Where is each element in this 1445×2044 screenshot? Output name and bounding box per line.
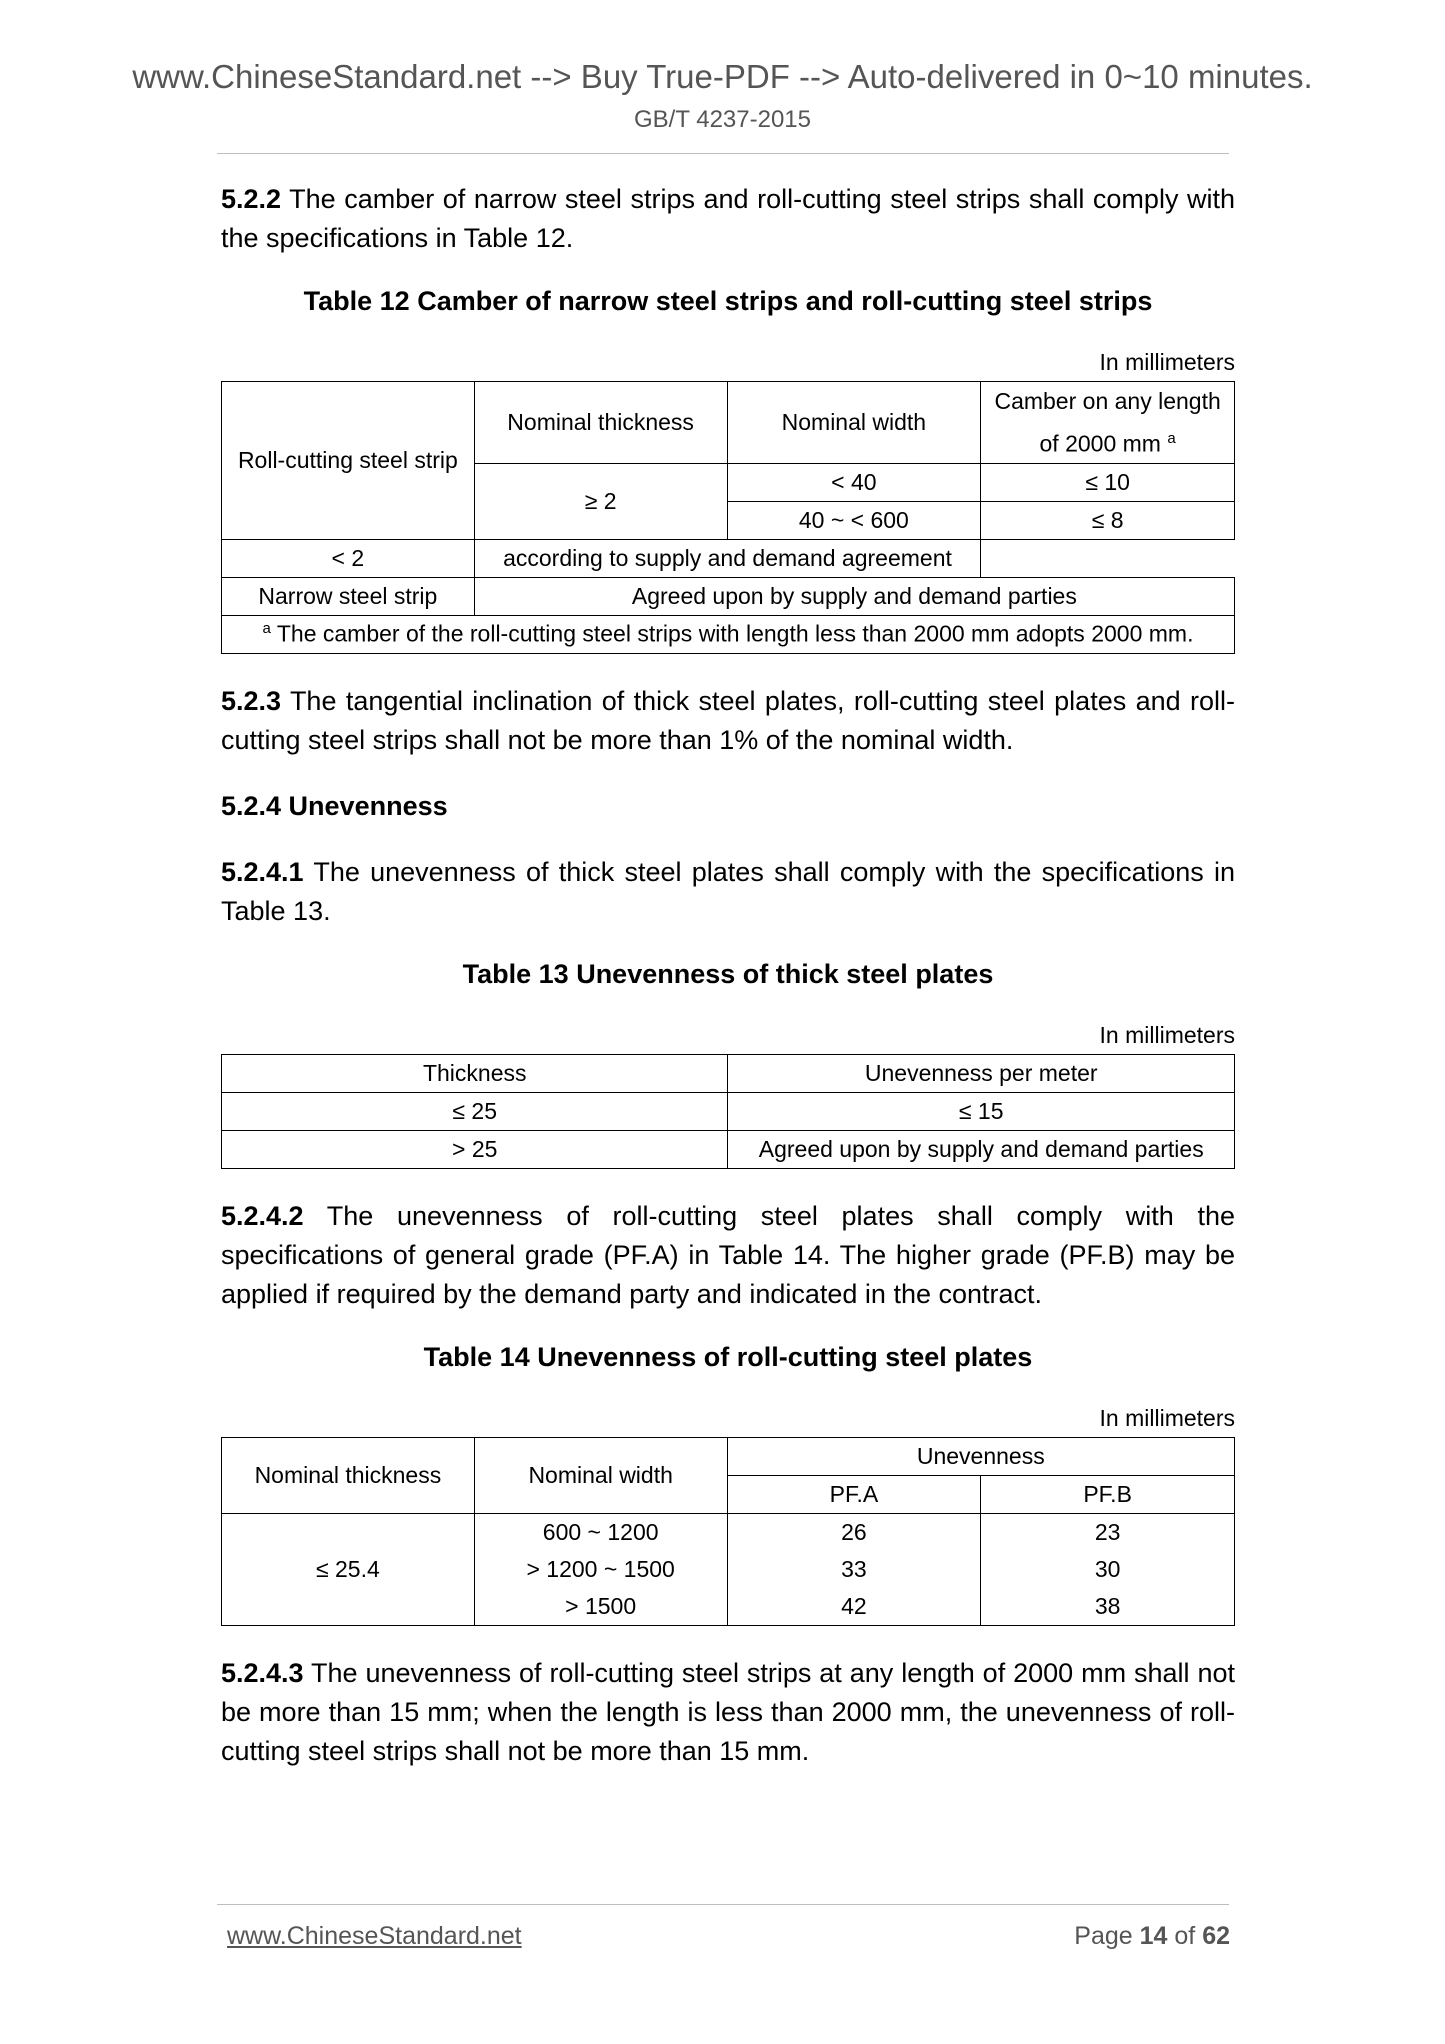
page-prefix: Page <box>1074 1922 1140 1950</box>
header-banner: www.ChineseStandard.net --> Buy True-PDF --> Auto-delivered in 0~10 minutes. <box>132 58 1313 95</box>
table-header: Nominal width <box>474 1437 727 1513</box>
camber-header-text: Camber on any length of 2000 mm <box>994 388 1221 457</box>
table-cell: > 1200 ~ 1500 <box>474 1551 727 1588</box>
table-cell: < 40 <box>727 463 981 501</box>
table-row <box>222 577 1235 615</box>
table-cell: > 1500 <box>474 1588 727 1626</box>
footnote-marker: a <box>1167 430 1176 447</box>
page-indicator <box>1074 1922 1230 1951</box>
table-row <box>222 539 1235 577</box>
table-cell: ≥ 2 <box>474 463 727 539</box>
table-header: Nominal width <box>727 382 981 464</box>
footer-site-link[interactable]: www.ChineseStandard.net <box>227 1922 522 1950</box>
table-cell: ≤ 25 <box>222 1092 728 1130</box>
table-cell: Roll-cutting steel strip <box>222 382 475 540</box>
table-cell: 600 ~ 1200 <box>474 1513 727 1551</box>
footnote-text: The camber of the roll-cutting steel strips with length less than 2000 mm adopts 2000 mm. <box>270 620 1194 647</box>
clause-number: 5.2.3 <box>221 685 282 716</box>
table-header: Thickness <box>222 1054 728 1092</box>
table-cell: 23 <box>981 1513 1235 1551</box>
clause-5-2-3 <box>221 682 1235 760</box>
table-cell: ≤ 10 <box>981 463 1235 501</box>
table-cell: Agreed upon by supply and demand parties <box>728 1130 1235 1168</box>
table-14 <box>221 1437 1235 1626</box>
table-cell: > 25 <box>222 1130 728 1168</box>
table-cell: 40 ~ < 600 <box>727 501 981 539</box>
clause-text: The unevenness of thick steel plates shall comply with the specifications in Table 13. <box>221 856 1235 926</box>
table-row <box>222 1130 1235 1168</box>
clause-text: The camber of narrow steel strips and roll-cutting steel strips shall comply with the specifications in Table 12. <box>221 184 1235 253</box>
table-cell: 26 <box>727 1513 981 1551</box>
table-cell: 30 <box>981 1551 1235 1588</box>
table-header: PF.B <box>981 1475 1235 1513</box>
clause-text: The unevenness of roll-cutting steel plates shall comply with the specifications of general grade (PF.A) in Table 14. The higher grade (PF.B) may be applied if required by the demand party and indicated in the contract. <box>221 1200 1235 1309</box>
table-12 <box>221 381 1235 654</box>
table-header: PF.A <box>727 1475 981 1513</box>
clause-number: 5.2.4.3 <box>221 1657 304 1688</box>
clause-number: 5.2.4.1 <box>221 856 304 887</box>
footnote-marker: a <box>262 620 271 638</box>
page-total: 62 <box>1202 1922 1230 1950</box>
clause-heading: 5.2.4 Unevenness <box>221 790 448 821</box>
table-cell: ≤ 15 <box>728 1092 1235 1130</box>
table-cell: 33 <box>727 1551 981 1588</box>
table-header: Unevenness per meter <box>728 1054 1235 1092</box>
clause-5-2-4-2 <box>221 1197 1235 1314</box>
table-13-unit: In millimeters <box>1099 1021 1235 1048</box>
table-cell: according to supply and demand agreement <box>474 539 981 577</box>
table-12-caption: Table 12 Camber of narrow steel strips and roll-cutting steel strips <box>303 286 1153 316</box>
clause-number: 5.2.4.2 <box>221 1200 304 1231</box>
table-13 <box>221 1054 1235 1169</box>
clause-5-2-4-1 <box>221 853 1235 931</box>
footer-divider <box>217 1904 1229 1905</box>
table-cell: 38 <box>981 1588 1235 1626</box>
table-13-caption: Table 13 Unevenness of thick steel plates <box>462 958 994 989</box>
table-row <box>222 1092 1235 1130</box>
table-cell: ≤ 25.4 <box>222 1513 475 1625</box>
clause-5-2-4-heading <box>221 787 1235 826</box>
table-14-caption: Table 14 Unevenness of roll-cutting steel plates <box>423 1341 1033 1372</box>
table-cell: < 2 <box>222 539 475 577</box>
page-content <box>221 180 1235 1771</box>
table-header: Nominal thickness <box>222 1437 475 1513</box>
standard-number: GB/T 4237-2015 <box>633 106 811 133</box>
clause-text: The tangential inclination of thick steel plates, roll-cutting steel plates and roll-cutting steel strips shall not be more than 1% of the nominal width. <box>221 685 1235 755</box>
table-row <box>222 1513 1235 1551</box>
table-row <box>222 615 1235 653</box>
table-cell: 42 <box>727 1588 981 1626</box>
clause-5-2-4-3 <box>221 1654 1235 1771</box>
clause-5-2-2 <box>221 180 1235 258</box>
table-cell: Agreed upon by supply and demand parties <box>474 577 1234 615</box>
table-row <box>222 1437 1235 1475</box>
table-cell: Narrow steel strip <box>222 577 475 615</box>
clause-text: The unevenness of roll-cutting steel strips at any length of 2000 mm shall not be more than 15 mm; when the length is less than 2000 mm, the unevenness of roll-cutting steel strips shall not be more than 15 mm. <box>221 1657 1235 1766</box>
table-row <box>222 1054 1235 1092</box>
table-12-unit: In millimeters <box>1099 349 1235 375</box>
table-header <box>981 382 1235 464</box>
table-header: Unevenness <box>727 1437 1234 1475</box>
table-14-unit: In millimeters <box>1099 1404 1235 1431</box>
table-cell: ≤ 8 <box>981 501 1235 539</box>
table-header: Nominal thickness <box>474 382 727 464</box>
page-number: 14 <box>1139 1922 1168 1950</box>
header-divider <box>217 153 1229 154</box>
page-of: of <box>1167 1922 1203 1950</box>
table-footnote <box>222 615 1235 653</box>
clause-number: 5.2.2 <box>221 184 282 214</box>
